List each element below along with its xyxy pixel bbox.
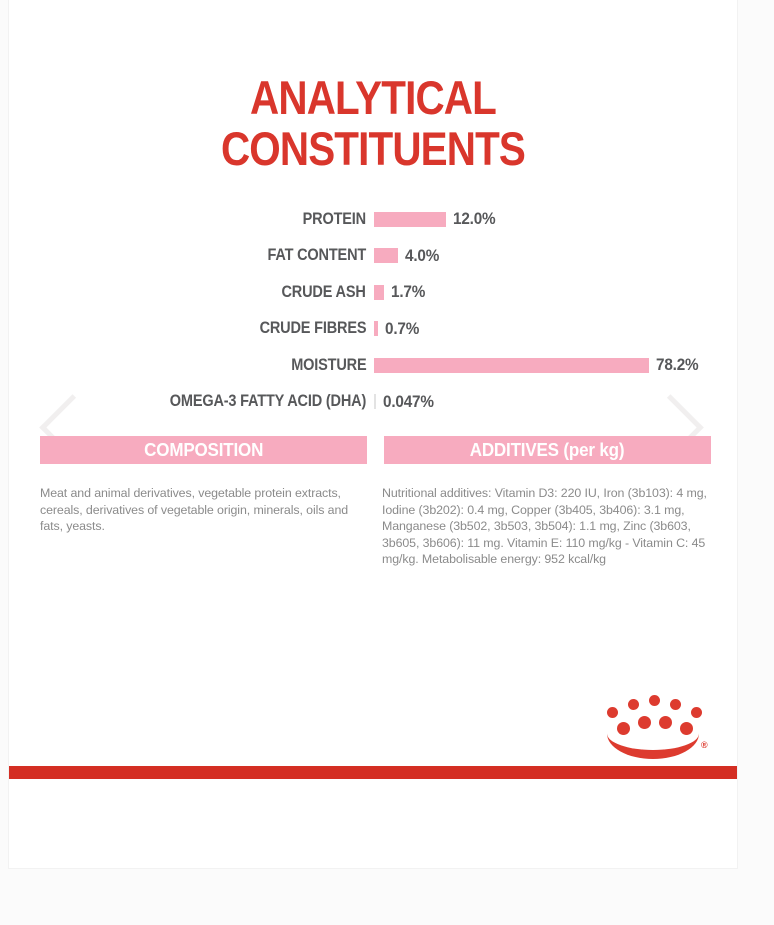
registered-trademark-symbol: ® [701,740,708,750]
crown-dot [628,699,639,710]
chart-row-label: MOISTURE [290,355,366,374]
chart-row [9,274,737,311]
royal-canin-crown-logo [597,692,727,767]
chart-row-bar [374,358,649,373]
composition-body: Meat and animal derivatives, vegetable protein extracts, cereals, derivatives of vegetable origin, minerals, oils and fats, yeasts. [40,486,349,534]
additives-header [384,436,711,464]
page-title-line2: CONSTITUENTS [220,122,526,175]
chart-row-value: 12.0% [453,209,496,229]
chart-row-label: CRUDE FIBRES [259,319,366,338]
chart-row [9,201,737,238]
chart-row-value: 0.7% [385,318,420,338]
chart-row-bar [374,212,446,227]
packaging-info-card [8,0,738,869]
chart-row [9,384,737,421]
analytical-chart [9,201,737,420]
crown-dot [617,722,630,735]
chart-row-value: 0.047% [382,391,434,411]
crown-dot [680,722,693,735]
red-divider-bar [9,766,737,779]
chart-row-bar [374,248,398,263]
crown-dot [691,707,702,718]
chart-row-label: CRUDE ASH [281,282,366,301]
chart-row-value: 4.0% [405,245,440,265]
chart-row [9,238,737,275]
composition-header-label: COMPOSITION [143,439,264,460]
chart-row-bar [374,321,378,336]
crown-dot [649,695,660,706]
crown-dot [607,707,618,718]
chart-row-label: OMEGA-3 FATTY ACID (DHA) [169,392,366,411]
additives-body: Nutritional additives: Vitamin D3: 220 IU, Iron (3b103): 4 mg, Iodine (3b202): 0.4 mg, Copper (3b405, 3b406): 3.1 mg, Manganese (3b502, 3b503, 3b504): 1.1 mg, Zinc (3b603, 3b605, 3b606): 11 mg. Vitamin E: 110 mg/kg - Vitamin C: 45 mg/kg. Metabolisable energy: 952 kcal/kg [382,486,707,567]
crown-dot [638,716,651,729]
chart-row-value: 1.7% [391,282,426,302]
chart-row-bar [374,394,376,409]
chart-row [9,347,737,384]
chart-row-value: 78.2% [656,355,699,375]
additives-header-label: ADDITIVES (per kg) [470,439,625,460]
chart-row [9,311,737,348]
crown-dot [659,716,672,729]
crown-dot [670,699,681,710]
chart-row-bar [374,285,384,300]
page-title [60,72,686,174]
page-title-line1: ANALYTICAL [250,71,496,124]
chart-row-label: PROTEIN [302,209,366,228]
chart-row-label: FAT CONTENT [267,246,366,265]
composition-header [40,436,367,464]
